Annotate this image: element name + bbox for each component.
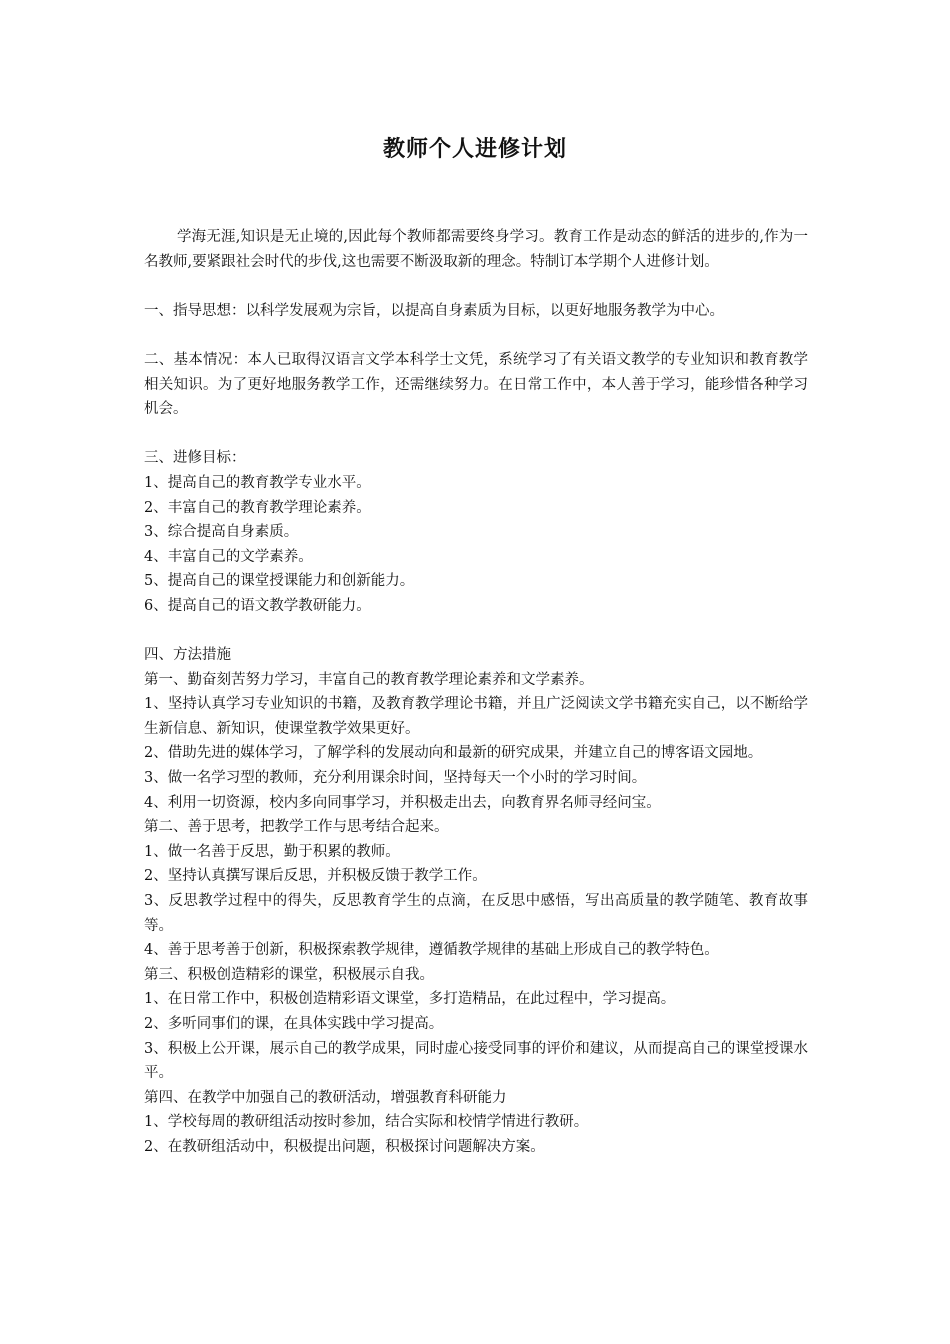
paragraph-spacer [144,422,808,447]
method-item: 1、学校每周的教研组活动按时参加，结合实际和校情学情进行教研。 [144,1114,589,1131]
paragraph-spacer [144,323,808,348]
method-item: 2、多听同事们的课，在具体实践中学习提高。 [144,1016,444,1032]
method-part-heading: 第四、在教学中加强自己的教研活动，增强教育科研能力 [144,1089,507,1106]
section-methods-heading: 四、方法措施 [144,647,231,664]
method-item: 1、坚持认真学习专业知识的书籍，及教育教学理论书籍，并且广泛阅读文学书籍充实自己，以不断给学生新信息、新知识，使课堂教学效果更好。 [144,696,808,737]
intro-paragraph: 学海无涯,知识是无止境的,因此每个教师都需要终身学习。教育工作是动态的鲜活的进步的,作为一名教师,要紧跟社会时代的步伐,这也需要不断汲取新的理念。特制订本学期个人进修计划。 [144,229,808,270]
section-guiding-thought: 一、指导思想：以科学发展观为宗旨，以提高自身素质为目标，以更好地服务教学为中心。 [144,302,724,319]
method-item: 4、利用一切资源，校内多向同事学习，并积极走出去，向教育界名师寻经问宝。 [144,794,661,811]
method-item: 2、借助先进的媒体学习，了解学科的发展动向和最新的研究成果，并建立自己的博客语文园地。 [144,745,763,762]
method-part-heading: 第一、勤奋刻苦努力学习，丰富自己的教育教学理论素养和文学素养。 [144,671,594,688]
document-title: 教师个人进修计划 [382,136,567,162]
goal-item: 1、提高自己的教育教学专业水平。 [144,474,371,491]
method-item: 1、做一名善于反思，勤于积累的教师。 [144,843,400,860]
goal-item: 3、综合提高自身素质。 [144,524,299,541]
section-goals-heading: 三、进修目标： [144,450,246,467]
goal-item: 2、丰富自己的教育教学理论素养。 [144,499,371,516]
method-item: 2、坚持认真撰写课后反思，并积极反馈于教学工作。 [144,868,487,885]
section-basic-situation: 二、基本情况：本人已取得汉语言文学本科学士文凭，系统学习了有关语文教学的专业知识和教育教学相关知识。为了更好地服务教学工作，还需继续努力。在日常工作中，本人善于学习，能珍惜各种学习机会。 [144,351,808,418]
method-part-heading: 第三、积极创造精彩的课堂，积极展示自我。 [144,966,434,983]
method-item: 4、善于思考善于创新，积极探索教学规律，遵循教学规律的基础上形成自己的教学特色。 [144,942,719,959]
paragraph-spacer [144,619,808,644]
goal-item: 4、丰富自己的文学素养。 [144,548,313,565]
goal-item: 6、提高自己的语文教学教研能力。 [144,597,371,614]
method-item: 3、反思教学过程中的得失，反思教育学生的点滴，在反思中感悟，写出高质量的教学随笔、教育故事等。 [144,893,808,934]
method-item: 1、在日常工作中，积极创造精彩语文课堂，多打造精品，在此过程中，学习提高。 [144,991,676,1008]
method-part-heading: 第二、善于思考，把教学工作与思考结合起来。 [144,819,449,836]
method-item: 3、做一名学习型的教师，充分利用课余时间，坚持每天一个小时的学习时间。 [144,770,647,787]
goal-item: 5、提高自己的课堂授课能力和创新能力。 [144,573,415,590]
method-item: 3、积极上公开课，展示自己的教学成果，同时虚心接受同事的评价和建议，从而提高自己的课堂授课水平。 [144,1040,808,1082]
paragraph-spacer [144,274,808,299]
document-body [144,225,808,1160]
method-item: 2、在教研组活动中，积极提出问题，积极探讨问题解决方案。 [144,1138,545,1155]
